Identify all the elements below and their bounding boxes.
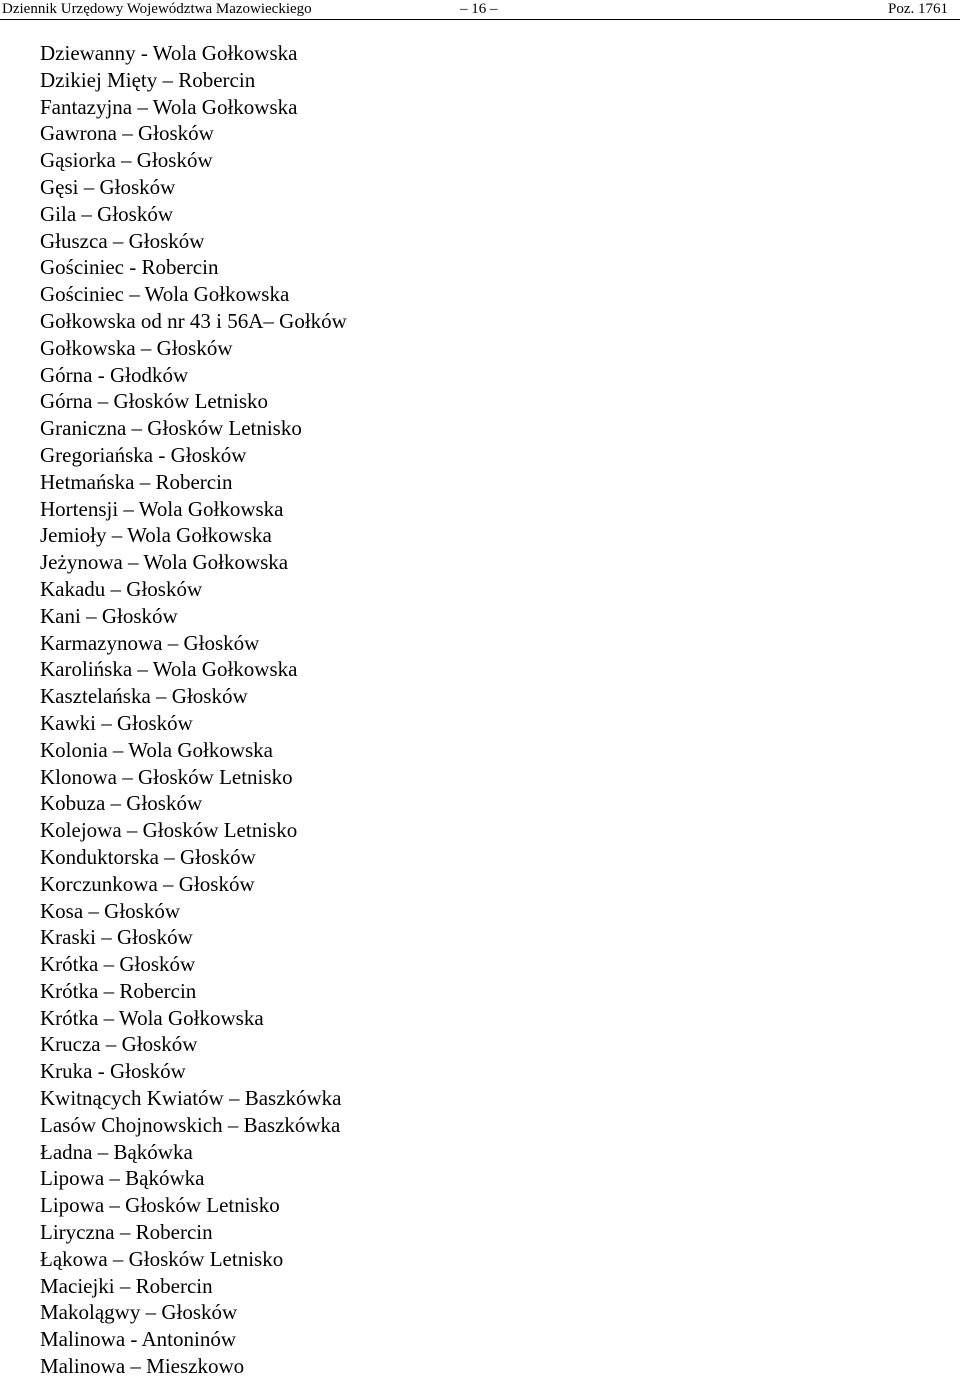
street-entry: Konduktorska – Głosków [40,844,256,869]
street-entry: Górna – Głosków Letnisko [40,389,269,414]
street-entry: Łąkowa – Głosków Letnisko [40,1246,284,1271]
street-entry: Malinowa – Mieszkowo [40,1354,245,1379]
street-entry: Makolągwy – Głosków [40,1300,238,1325]
street-entry: Dzikiej Mięty – Robercin [40,67,256,92]
street-entry: Gołkowska od nr 43 i 56A– Gołków [40,308,347,333]
street-entry: Gregoriańska - Głosków [40,442,247,467]
street-entry: Kruka - Głosków [40,1059,186,1084]
street-entry: Głuszca – Głosków [40,228,205,253]
street-entry: Lipowa – Głosków Letnisko [40,1193,280,1218]
street-entry: Gąsiorka – Głosków [40,148,213,173]
street-entry: Gawrona – Głosków [40,121,214,146]
street-entry: Hetmańska – Robercin [40,469,233,494]
street-entry: Kakadu – Głosków [40,576,203,601]
street-entry: Lasów Chojnowskich – Baszkówka [40,1112,341,1137]
street-entry: Kobuza – Głosków [40,791,203,816]
street-entry: Gęsi – Głosków [40,174,176,199]
street-entry: Gościniec – Wola Gołkowska [40,282,290,307]
street-entry: Lipowa – Bąkówka [40,1166,205,1191]
journal-title: Dziennik Urzędowy Województwa Mazowieckiego [2,1,312,17]
street-entry: Kwitnących Kwiatów – Baszkówka [40,1086,342,1111]
street-entry: Kolejowa – Głosków Letnisko [40,818,298,843]
street-entry: Hortensji – Wola Gołkowska [40,496,284,521]
street-entry: Kosa – Głosków [40,898,180,923]
street-entry: Graniczna – Głosków Letnisko [40,416,302,441]
street-entry: Górna - Głodków [40,362,189,387]
street-entry: Gołkowska – Głosków [40,335,233,360]
street-list [40,40,347,1380]
street-entry: Gościniec - Robercin [40,255,219,280]
street-entry: Jemioły – Wola Gołkowska [40,523,272,548]
header-divider [0,19,960,20]
street-entry: Klonowa – Głosków Letnisko [40,764,293,789]
page-number: – 16 – [460,1,498,17]
street-entry: Liryczna – Robercin [40,1220,213,1245]
street-entry: Krótka – Robercin [40,978,197,1003]
street-entry: Krucza – Głosków [40,1032,198,1057]
street-entry: Fantazyjna – Wola Gołkowska [40,94,298,119]
street-entry: Maciejki – Robercin [40,1273,213,1298]
street-entry: Karolińska – Wola Gołkowska [40,657,298,682]
street-entry: Karmazynowa – Głosków [40,630,260,655]
street-entry: Kasztelańska – Głosków [40,684,248,709]
position-number: Poz. 1761 [888,1,948,17]
street-entry: Kani – Głosków [40,603,178,628]
street-entry: Kawki – Głosków [40,710,193,735]
street-entry: Korczunkowa – Głosków [40,871,255,896]
street-entry: Jeżynowa – Wola Gołkowska [40,550,289,575]
street-entry: Kraski – Głosków [40,925,193,950]
street-entry: Gila – Głosków [40,201,173,226]
street-entry: Dziewanny - Wola Gołkowska [40,41,298,65]
street-entry: Krótka – Głosków [40,952,196,977]
street-entry: Kolonia – Wola Gołkowska [40,737,273,762]
street-entry: Ładna – Bąkówka [40,1139,193,1164]
page-header [0,0,960,20]
street-entry: Krótka – Wola Gołkowska [40,1005,264,1030]
street-entry: Malinowa - Antoninów [40,1327,236,1352]
